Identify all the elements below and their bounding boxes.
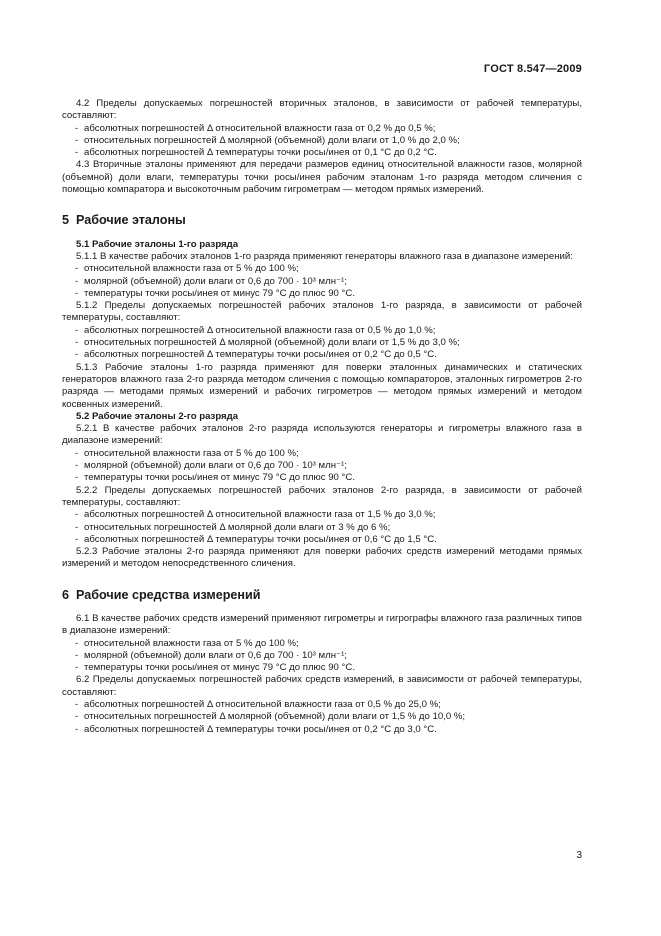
list-item: - абсолютных погрешностей Δ относительной влажности газа от 0,5 % до 25,0 %; xyxy=(75,699,441,711)
list-item: - абсолютных погрешностей Δ температуры точки росы/инея от 0,2 °С до 3,0 °С. xyxy=(75,723,437,735)
list-item: - температуры точки росы/инея от минус 79 °С до плюс 90 °С. xyxy=(75,472,355,484)
paragraph-5-1-1: 5.1.1 В качестве рабочих эталонов 1-го разряда применяют генераторы влажного газа в диапазоне измерений: xyxy=(76,250,573,262)
paragraph-5-2-2: 5.2.2 Пределы допускаемых погрешностей рабочих эталонов 2-го разряда, в зависимости от рабочей температуры, составляют: xyxy=(62,484,582,508)
list-item: - абсолютных погрешностей Δ относительной влажности газа от 0,5 % до 1,0 %; xyxy=(75,324,436,336)
list-item: - абсолютных погрешностей Δ температуры точки росы/инея от 0,1 °С до 0,2 °С. xyxy=(75,147,437,159)
paragraph-4-2: 4.2 Пределы допускаемых погрешностей вторичных эталонов, в зависимости от рабочей температуры, составляют: xyxy=(62,98,582,122)
list-item: - относительной влажности газа от 5 % до 100 %; xyxy=(75,447,299,459)
document-body xyxy=(62,98,582,736)
paragraph-6-2: 6.2 Пределы допускаемых погрешностей рабочих средств измерений, в зависимости от рабочей температуры, составляют: xyxy=(62,674,582,698)
list-item: - молярной (объемной) доли влаги от 0,6 до 700 · 10³ млн⁻¹; xyxy=(75,275,347,287)
list-item: - относительных погрешностей Δ молярной (объемной) доли влаги от 1,5 % до 10,0 %; xyxy=(75,711,466,723)
list-item: - температуры точки росы/инея от минус 79 °С до плюс 90 °С. xyxy=(75,287,355,299)
paragraph-4-3: 4.3 Вторичные эталоны применяют для передачи размеров единиц относительной влажности газов, молярной (объемной) доли влаги, температуры точки росы/инея рабочим эталонам 1-го разряда методом сличения с помощью компаратора и высокоточным рабочим гигрометрам — методом прямых измерений. xyxy=(62,159,582,196)
paragraph-5-2-3: 5.2.3 Рабочие эталоны 2-го разряда применяют для поверки рабочих средств измерений методами прямых измерений и методом непосредственного сличения. xyxy=(62,546,582,570)
subsection-heading-5-1: 5.1 Рабочие эталоны 1-го разряда xyxy=(76,238,239,250)
document-code: ГОСТ 8.547—2009 xyxy=(483,63,582,75)
paragraph-5-2-1: 5.2.1 В качестве рабочих эталонов 2-го разряда используются генераторы и гигрометры влажного газа в диапазоне измерений: xyxy=(62,423,582,447)
list-item: - относительных погрешностей Δ молярной (объемной) доли влаги от 1,5 % до 3,0 %; xyxy=(75,337,460,349)
section-heading-6: 6 Рабочие средства измерений xyxy=(62,587,261,602)
subsection-heading-5-2: 5.2 Рабочие эталоны 2-го разряда xyxy=(76,410,239,422)
list-item: - относительных погрешностей Δ молярной доли влаги от 3 % до 6 %; xyxy=(75,521,391,533)
list-item: - абсолютных погрешностей Δ температуры точки росы/инея от 0,6 °С до 1,5 °С. xyxy=(75,533,437,545)
list-item: - молярной (объемной) доли влаги от 0,6 до 700 · 10³ млн⁻¹; xyxy=(75,460,347,472)
list-item: - абсолютных погрешностей Δ относительной влажности газа от 0,2 % до 0,5 %; xyxy=(75,122,436,134)
paragraph-5-1-2: 5.1.2 Пределы допускаемых погрешностей рабочих эталонов 1-го разряда, в зависимости от рабочей температуры, составляют: xyxy=(62,300,582,324)
list-item: - температуры точки росы/инея от минус 79 °С до плюс 90 °С. xyxy=(75,662,355,674)
list-item: - молярной (объемной) доли влаги от 0,6 до 700 · 10³ млн⁻¹; xyxy=(75,649,347,661)
list-item: - абсолютных погрешностей Δ относительной влажности газа от 1,5 % до 3,0 %; xyxy=(75,509,436,521)
list-item: - абсолютных погрешностей Δ температуры точки росы/инея от 0,2 °С до 0,5 °С. xyxy=(75,349,437,361)
list-item: - относительных погрешностей Δ молярной (объемной) доли влаги от 1,0 % до 2,0 %; xyxy=(75,134,460,146)
section-heading-5: 5 Рабочие эталоны xyxy=(62,213,186,228)
paragraph-6-1: 6.1 В качестве рабочих средств измерений применяют гигрометры и гигрографы влажного газа различных типов в диапазоне измерений: xyxy=(62,612,582,637)
list-item: - относительной влажности газа от 5 % до 100 %; xyxy=(75,637,299,649)
paragraph-5-1-3: 5.1.3 Рабочие эталоны 1-го разряда применяют для поверки эталонных динамических и статических генераторов влажного газа 2-го разряда методом сличения с помощью компараторов, эталонных гигрометров 2-го разряда — методами прямых измерений и рабочих гигрометров — методом прямых измерений и методом косвенных измерений. xyxy=(62,361,582,410)
page-number: 3 xyxy=(576,850,582,861)
list-item: - относительной влажности газа от 5 % до 100 %; xyxy=(75,263,299,275)
